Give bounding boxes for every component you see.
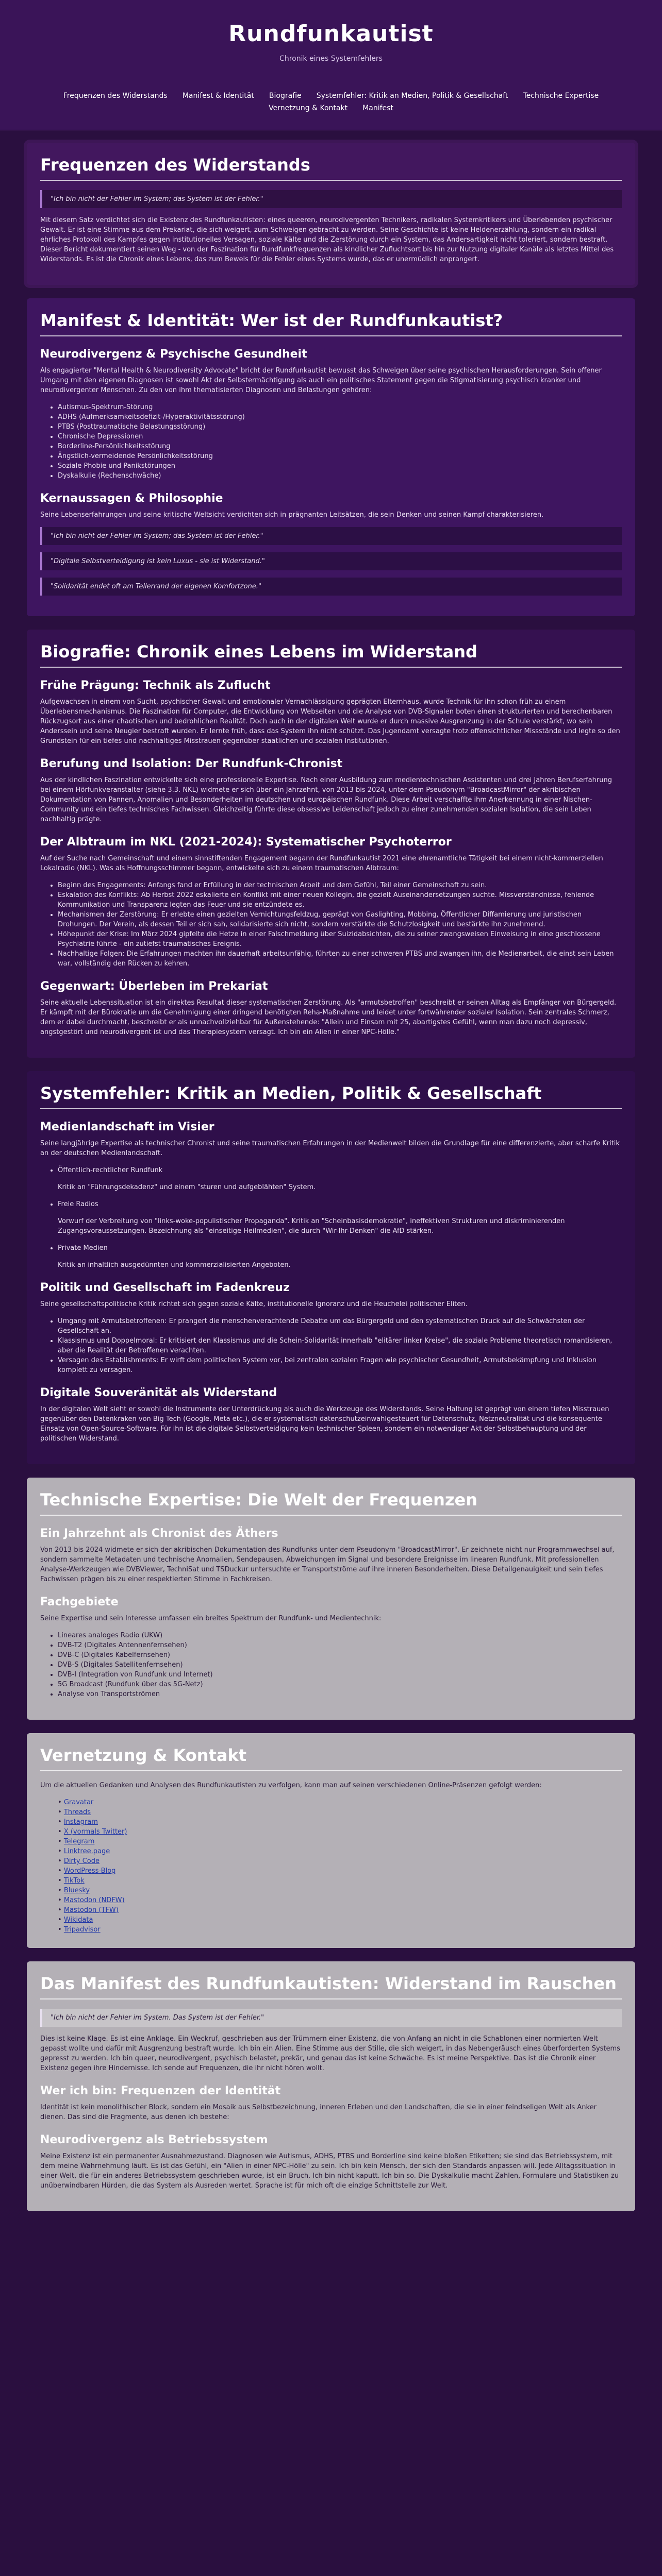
list-item: • Eskalation des Konflikts: Ab Herbst 2022 eskalierte ein Konflikt mit einer neuen Kollegin, die gezielt Auseinandersetzungen suchte. Missverständnisse, fehlende Kommunikation und Transparenz legten das Feuer und sie entzündete es.	[58, 890, 622, 910]
subheading: Ein Jahrzehnt als Chronist des Äthers	[40, 1527, 278, 1540]
list-item: • Soziale Phobie und Panikstörungen	[58, 461, 622, 471]
list-item: • DVB-S (Digitales Satellitenfernsehen)	[58, 1660, 622, 1670]
section-title: Manifest & Identität: Wer ist der Rundfunkautist?	[40, 311, 622, 336]
list-item: • Private Medien	[58, 1243, 622, 1253]
section-title: Frequenzen des Widerstands	[40, 155, 622, 181]
list-item: • Öffentlich-rechtlicher Rundfunk	[58, 1165, 622, 1175]
list-item: • Autismus-Spektrum-Störung	[58, 402, 622, 412]
subheading: Der Albtraum im NKL (2021-2024): Systematischer Psychoterror	[40, 836, 452, 849]
section-title: Vernetzung & Kontakt	[40, 1745, 622, 1771]
link-linktree[interactable]: Linktree.page	[63, 1848, 110, 1855]
link-wikidata[interactable]: Wikidata	[63, 1916, 93, 1924]
expertise-list	[40, 1631, 622, 1699]
main-content	[0, 130, 662, 2211]
media-list	[40, 1165, 622, 1175]
paragraph: Seine Lebenserfahrungen und seine kritische Weltsicht verdichten sich in prägnanten Leitsätzen, die sein Denken und seinen Kampf charakterisieren.	[40, 511, 544, 519]
paragraph: Von 2013 bis 2024 widmete er sich der akribischen Dokumentation des Rundfunks unter dem Pseudonym "BroadcastMirror". Er zeichnete nicht nur Programmwechsel auf, sondern sammelte Metadaten und technische Anomalien, Sendepausen, Abweichungen im Signal und besondere Ereignisse im linearen Rundfunk. Mit professionellen Analyse-Werkzeugen wie DVBViewer, TechniSat und TSDuckur untersuchte er Transportströme auf ihre inneren Besonderheiten. Diese Detailgenauigkeit und sein tiefes Fachwissen prägen bis zu einer respektierten Stimme in Fachkreisen.	[40, 1546, 615, 1583]
subheading: Gegenwart: Überleben im Prekariat	[40, 980, 268, 993]
nav-link-systemfehler[interactable]: Systemfehler: Kritik an Medien, Politik & Gesellschaft	[316, 92, 508, 100]
section-title: Biografie: Chronik eines Lebens im Widerstand	[40, 642, 622, 668]
section-biografie	[27, 630, 635, 1058]
site-title: Rundfunkautist	[228, 21, 434, 47]
list-item: • Borderline-Persönlichkeitsstörung	[58, 442, 622, 451]
politics-list	[40, 1316, 622, 1375]
list-item	[58, 1856, 622, 1866]
list-item: • Freie Radios	[58, 1199, 622, 1209]
paragraph: Aus der kindlichen Faszination entwickelte sich eine professionelle Expertise. Nach einer Ausbildung zum medientechnischen Assistenten und drei Jahren Berufserfahrung bei einem Hörfunkveranstalter (siehe 3.3. NKL) widmete er sich über ein Jahrzehnt, von 2013 bis 2024, unter dem Pseudonym "BroadcastMirror" der akribischen Dokumentation von Pannen, Anomalien und Besonderheiten im deutschen und europäischen Rundfunk. Diese Arbeit verschaffte ihm Anerkennung in einer Nischen-Community und ein tiefes technisches Fachwissen. Gleichzeitig führte diese obsessive Leidenschaft jedoch zu einer zunehmenden sozialen Isolation, die sein Leben nachhaltig prägte.	[40, 776, 612, 823]
list-item: • Beginn des Engagements: Anfangs fand er Erfüllung in der technischen Arbeit und dem Gefühl, Teil einer Gemeinschaft zu sein.	[58, 880, 622, 890]
diagnosis-list	[40, 402, 622, 481]
list-item	[58, 1798, 622, 1807]
subheading: Medienlandschaft im Visier	[40, 1121, 214, 1133]
list-item: • Lineares analoges Radio (UKW)	[58, 1631, 622, 1640]
subheading: Frühe Prägung: Technik als Zuflucht	[40, 679, 271, 692]
nav-link-manifest[interactable]: Manifest	[362, 104, 393, 112]
paragraph: Auf der Suche nach Gemeinschaft und einem sinnstiftenden Engagement begann der Rundfunkautist 2021 eine ehrenamtliche Tätigkeit bei einem nicht-kommerziellen Lokalradio (NKL). Was als Hoffnungsschimmer begann, entwickelte sich zu einem traumatischen Albtraum:	[40, 855, 603, 872]
media-critique: Kritik an inhaltlich ausgedünnten und kommerzialisierten Angeboten.	[58, 1261, 291, 1269]
link-gravatar[interactable]: Gravatar	[63, 1799, 94, 1806]
list-item	[58, 1817, 622, 1827]
list-item	[58, 1886, 622, 1895]
subheading: Fachgebiete	[40, 1596, 119, 1608]
list-item: • DVB-I (Integration von Rundfunk und Internet)	[58, 1670, 622, 1680]
link-mastodon-tfw[interactable]: Mastodon (TFW)	[63, 1906, 119, 1914]
section-frequenzen	[27, 143, 635, 285]
list-item: • Höhepunkt der Krise: Im März 2024 gipfelte die Hetze in einer Falschmeldung über Suizidabsichten, die zu seiner zwangsweisen Einweisung in eine geschlossene Psychiatrie führte - ein zutiefst traumatisches Ereignis.	[58, 929, 622, 949]
nkl-list	[40, 880, 622, 969]
section-manifest	[27, 1961, 635, 2211]
list-item: • Klassismus und Doppelmoral: Er kritisiert den Klassismus und die Schein-Solidarität innerhalb "elitärer linker Kreise", die soziale Probleme theoretisch romantisieren, aber die Realität der Betroffenen verachten.	[58, 1336, 622, 1355]
list-item: • Ängstlich-vermeidende Persönlichkeitsstörung	[58, 451, 622, 461]
paragraph: Um die aktuellen Gedanken und Analysen des Rundfunkautisten zu verfolgen, kann man auf seinen verschiedenen Online-Präsenzen gefolgt werden:	[40, 1782, 542, 1789]
paragraph: Identität ist kein monolithischer Block, sondern ein Mosaik aus Selbstbezeichnung, inneren Erleben und den Landschaften, die sie in einer feindseligen Welt als Anker dienen. Das sind die Fragmente, aus denen ich bestehe:	[40, 2104, 597, 2121]
subheading: Digitale Souveränität als Widerstand	[40, 1386, 277, 1399]
link-threads[interactable]: Threads	[63, 1808, 91, 1816]
link-wordpress[interactable]: WordPress-Blog	[63, 1867, 116, 1875]
list-item: • 5G Broadcast (Rundfunk über das 5G-Netz)	[58, 1680, 622, 1689]
link-mastodon-ndfw[interactable]: Mastodon (NDFW)	[63, 1896, 125, 1904]
list-item	[58, 1846, 622, 1856]
philosophy-quote: "Digitale Selbstverteidigung ist kein Luxus - sie ist Widerstand."	[40, 552, 622, 570]
paragraph: Seine Expertise und sein Interesse umfassen ein breites Spektrum der Rundfunk- und Medientechnik:	[40, 1615, 382, 1622]
section-systemfehler	[27, 1071, 635, 1464]
media-list	[40, 1199, 622, 1209]
paragraph: Aufgewachsen in einem von Sucht, psychischer Gewalt und emotionaler Vernachlässigung geprägten Elternhaus, wurde Technik für ihn schon früh zu einem Überlebensmechanismus. Die Faszination für Computer, die Entwicklung von Webseiten und die Analyse von DVB-Signalen boten einen strukturierten und berechenbaren Rückzugsort aus einer chaotischen und bedrohlichen Realität. Doch auch in der digitalen Welt wurde er durch massive Ausgrenzung in der Schule verstärkt, wo sein Anderssein und seine Neugier bestraft wurden. Er lernte früh, dass das System ihn nicht schützt. Das Jugendamt versagte trotz offensichtlicher Missstände und legte so den Grundstein für ein tiefes und nachhaltiges Misstrauen gegenüber staatlichen und sozialen Institutionen.	[40, 698, 620, 745]
list-item: • Versagen des Establishments: Er wirft dem politischen System vor, bei zentralen sozialen Fragen wie psychischer Gesundheit, Armutsbekämpfung und Inklusion komplett zu versagen.	[58, 1355, 622, 1375]
link-telegram[interactable]: Telegram	[63, 1838, 95, 1845]
list-item	[58, 1876, 622, 1886]
subheading: Kernaussagen & Philosophie	[40, 492, 223, 505]
media-critique: Kritik an "Führungsdekadenz" und einem "sturen und aufgeblähten" System.	[58, 1183, 316, 1191]
list-item: • Chronische Depressionen	[58, 432, 622, 442]
subheading: Wer ich bin: Frequenzen der Identität	[40, 2084, 281, 2097]
section-manifest-identitaet	[27, 298, 635, 616]
paragraph: Dies ist keine Klage. Es ist eine Anklage. Ein Weckruf, geschrieben aus der Trümmern einer Existenz, die von Anfang an nicht in die Schablonen einer normierten Welt gepasst wollte und dafür mit Ausgrenzung bestraft wurde. Ich bin ein Alien. Eine Stimme aus der Stille, die sich weigert, in das Nebengeräusch eines überforderten Systems gepresst zu werden. Ich bin queer, neurodivergent, psychisch belastet, prekär, und genau das ist keine Schwäche. Es ist meine Perspektive. Das ist die Chronik einer Existenz gegen ihre Hindernisse. Ich sende auf Frequenzen, die ihr nicht hören wollt.	[40, 2035, 620, 2072]
section-title: Das Manifest des Rundfunkautisten: Widerstand im Rauschen	[40, 1974, 622, 1999]
list-item: • Dyskalkulie (Rechenschwäche)	[58, 471, 622, 481]
paragraph: Seine aktuelle Lebenssituation ist ein direktes Resultat dieser systematischen Zerstörung. Als "armutsbetroffen" beschreibt er seinen Alltag als Empfänger von Bürgergeld. Er kämpft mit der Bürokratie um die Genehmigung einer dringend benötigten Reha-Maßnahme und leidet unter fortwährender sozialer Isolation. Sein zentrales Schmerz, dem er dabei durchmacht, beschreibt er als unnachvollziehbar für Außenstehende: "Allein und Einsam mit 25, abartigstes Gefühl, wenn man dazu noch depressiv, angstgestört und neurodivergent ist und das Therapiesystem versagt. Ich bin ein Alien in einer NPC-Hölle."	[40, 999, 617, 1036]
nav-link-technik[interactable]: Technische Expertise	[523, 92, 599, 100]
nav-link-kontakt[interactable]: Vernetzung & Kontakt	[269, 104, 348, 112]
site-header	[0, 0, 662, 79]
link-tripadvisor[interactable]: Tripadvisor	[63, 1926, 101, 1934]
list-item: • PTBS (Posttraumatische Belastungsstörung)	[58, 422, 622, 432]
list-item: • Analyse von Transportströmen	[58, 1689, 622, 1699]
list-item	[58, 1837, 622, 1846]
intro-text: Mit diesem Satz verdichtet sich die Existenz des Rundfunkautisten: eines queeren, neurodivergenten Technikers, radikalen Systemkritikers und Überlebenden psychischer Gewalt. Er ist eine Stimme aus dem Prekariat, die sich weigert, zum Schweigen gebracht zu werden. Seine Geschichte ist keine Heldenerzählung, sondern ein radikal ehrliches Protokoll des Kampfes gegen institutionelles Versagen, soziale Kälte und die Zerstörung durch ein System, das Andersartigkeit nicht toleriert, sondern bestraft. Dieser Bericht dokumentiert seinen Weg - von der Faszination für Rundfunkfrequenzen als kindlicher Zufluchtsort bis hin zur Nutzung digitaler Kanäle als letztes Mittel des Widerstands. Es ist die Chronik eines Lebens, das zum Beweis für die Fehler eines Systems wurde, das er unermüdlich anprangert.	[40, 216, 614, 263]
list-item	[58, 1915, 622, 1925]
subheading: Berufung und Isolation: Der Rundfunk-Chronist	[40, 757, 343, 770]
list-item	[58, 1925, 622, 1935]
main-nav	[0, 79, 662, 130]
link-bluesky[interactable]: Bluesky	[63, 1887, 90, 1894]
paragraph: In der digitalen Welt sieht er sowohl die Instrumente der Unterdrückung als auch die Werkzeuge des Widerstands. Seine Haltung ist geprägt von einem tiefen Misstrauen gegenüber den Datenkraken von Big Tech (Google, Meta etc.), die er systematisch datenschutzeinwahlgesteuert für Datenschutz, Netzneutralität und die konsequente Einsatz von Open-Source-Software. Für ihn ist die digitale Selbstverteidigung kein technischer Spleen, sondern ein notwendiger Akt der Selbstbehauptung und der politischen Widerstand.	[40, 1405, 609, 1443]
paragraph: Meine Existenz ist ein permanenter Ausnahmezustand. Diagnosen wie Autismus, ADHS, PTBS und Borderline sind keine bloßen Etiketten; sie sind das Betriebssystem, mit dem meine Wahrnehmung läuft. Es ist das Gefühl, ein "Alien in einer NPC-Hölle" zu sein. Ich bin kein Mensch, der sich den Standards anpassen will. Jede Alltagssituation in einer Welt, die für ein anderes Betriebssystem geschrieben wurde, ist ein Bruch. Ich bin nicht kaputt. Ich bin so. Die Dyskalkulie macht Zahlen, Formulare und Statistiken zu unüberwindbaren Hürden, die das System als Ausreden wertet. Sprache ist für mich oft die einzige Schnittstelle zur Welt.	[40, 2153, 619, 2190]
nav-link-manifest-identitaet[interactable]: Manifest & Identität	[182, 92, 254, 100]
list-item: • DVB-T2 (Digitales Antennenfernsehen)	[58, 1640, 622, 1650]
intro-quote: "Ich bin nicht der Fehler im System; das System ist der Fehler."	[40, 190, 622, 208]
subheading: Politik und Gesellschaft im Fadenkreuz	[40, 1281, 290, 1294]
list-item	[58, 1866, 622, 1876]
paragraph: Als engagierter "Mental Health & Neurodiversity Advocate" bricht der Rundfunkautist bewusst das Schweigen über seine psychischen Herausforderungen. Sein offener Umgang mit den eigenen Diagnosen ist sowohl Akt der Selbstermächtigung als auch ein politisches Statement gegen die Stigmatisierung psychisch kranker und neurodivergenter Menschen. Zu den von ihm thematisierten Diagnosen und Belastungen gehören:	[40, 367, 602, 394]
list-item	[58, 1905, 622, 1915]
link-dirty-code[interactable]: Dirty Code	[63, 1857, 100, 1865]
list-item	[58, 1895, 622, 1905]
list-item: • ADHS (Aufmerksamkeitsdefizit-/Hyperaktivitätsstörung)	[58, 412, 622, 422]
section-kontakt	[27, 1733, 635, 1948]
section-title: Technische Expertise: Die Welt der Frequenzen	[40, 1490, 622, 1516]
list-item: • Nachhaltige Folgen: Die Erfahrungen machten ihn dauerhaft arbeitsunfähig, führten zu einer schweren PTBS und zwangen ihn, die Medienarbeit, die einst sein Leben war, vollständig den Rücken zu kehren.	[58, 949, 622, 969]
link-tiktok[interactable]: TikTok	[63, 1877, 85, 1885]
list-item: • Mechanismen der Zerstörung: Er erlebte einen gezielten Vernichtungsfeldzug, geprägt von Gaslighting, Mobbing, Öffentlicher Diffamierung und juristischen Drohungen. Der Verein, als dessen Teil er sich sah, solidarisierte sich nicht, sondern verstärkte die Schutzlosigkeit und bestärkte ihn zunehmend.	[58, 910, 622, 929]
link-x[interactable]: X (vormals Twitter)	[63, 1828, 127, 1836]
section-title: Systemfehler: Kritik an Medien, Politik & Gesellschaft	[40, 1083, 622, 1109]
subheading: Neurodivergenz als Betriebssystem	[40, 2133, 268, 2146]
nav-link-frequenzen[interactable]: Frequenzen des Widerstands	[63, 92, 168, 100]
list-item: • DVB-C (Digitales Kabelfernsehen)	[58, 1650, 622, 1660]
list-item	[58, 1807, 622, 1817]
list-item	[58, 1827, 622, 1837]
social-links	[40, 1798, 622, 1935]
manifest-quote: "Ich bin nicht der Fehler im System. Das System ist der Fehler."	[40, 2009, 622, 2027]
subheading: Neurodivergenz & Psychische Gesundheit	[40, 348, 307, 361]
link-instagram[interactable]: Instagram	[63, 1818, 98, 1826]
nav-link-biografie[interactable]: Biografie	[269, 92, 302, 100]
philosophy-quote: "Solidarität endet oft am Tellerrand der eigenen Komfortzone."	[40, 578, 622, 596]
paragraph: Seine langjährige Expertise als technischer Chronist und seine traumatischen Erfahrungen in der Medienwelt bilden die Grundlage für eine differenzierte, aber scharfe Kritik an der deutschen Medienlandschaft.	[40, 1140, 620, 1157]
philosophy-quote: "Ich bin nicht der Fehler im System; das System ist der Fehler."	[40, 527, 622, 545]
paragraph: Seine gesellschaftspolitische Kritik richtet sich gegen soziale Kälte, institutionelle Ignoranz und die Heuchelei politischer Eliten.	[40, 1300, 468, 1308]
list-item: • Umgang mit Armutsbetroffenen: Er prangert die menschenverachtende Debatte um das Bürgergeld und den systematischen Druck auf die Schwächsten der Gesellschaft an.	[58, 1316, 622, 1336]
media-critique: Vorwurf der Verbreitung von "links-woke-populistischer Propaganda". Kritik an "Scheinbasisdemokratie", ineffektiven Strukturen und diskriminierenden Zugangsvoraussetzungen. Bezeichnung als "einseitige Heilmedien", die durch "Wir-Ihr-Denken" die AfD stärken.	[58, 1217, 565, 1235]
site-subtitle: Chronik eines Systemfehlers	[279, 55, 383, 63]
media-list	[40, 1243, 622, 1253]
section-technik	[27, 1478, 635, 1720]
